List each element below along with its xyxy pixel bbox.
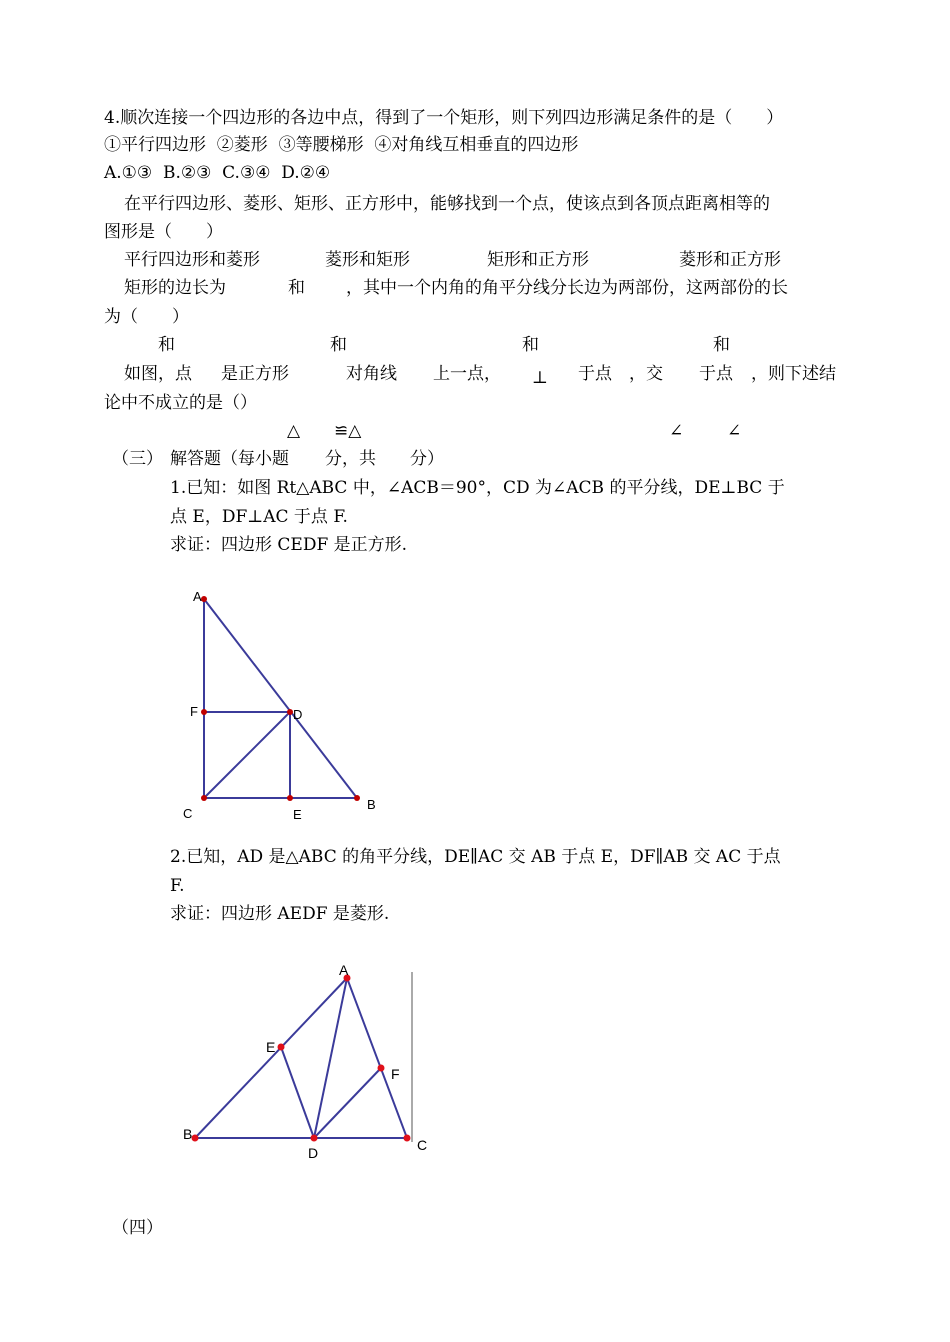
segment-ad xyxy=(314,978,347,1138)
q5-choice-a: 平行四边形和菱形 xyxy=(124,250,260,270)
q6-stem-c: ，其中一个内角的角平分线分长边为两部份，这两部份的长 xyxy=(346,278,788,298)
label-c: C xyxy=(417,1137,428,1153)
label-f: F xyxy=(190,704,198,719)
q7-part2: 是正方形 xyxy=(221,364,289,384)
section4-heading: （四） xyxy=(112,1218,163,1238)
q5-choice-c: 矩形和正方形 xyxy=(487,250,589,270)
q7-choice-a-congruent: ≌△ xyxy=(334,421,362,441)
q6-choice-d: 和 xyxy=(713,335,730,355)
q5-choice-d: 菱形和正方形 xyxy=(679,250,781,270)
q6-choice-a: 和 xyxy=(158,335,175,355)
label-f: F xyxy=(391,1066,400,1082)
problem2-line2: F. xyxy=(170,876,185,896)
q7-part3: 对角线 xyxy=(346,364,397,384)
q6-choice-c: 和 xyxy=(522,335,539,355)
segment-ab xyxy=(195,978,347,1138)
segment-ac xyxy=(347,978,407,1138)
point-f xyxy=(378,1065,385,1072)
q6-choice-b: 和 xyxy=(330,335,347,355)
q4-answers: A.①③ B.②③ C.③④ D.②④ xyxy=(104,163,331,183)
problem1-line1: 1.已知：如图 Rt△ABC 中，∠ACB＝90°，CD 为∠ACB 的平分线，DE⊥BC 于 xyxy=(170,478,785,498)
label-a: A xyxy=(339,962,349,978)
section3-title-end: 分） xyxy=(410,449,444,469)
q5-choice-b: 菱形和矩形 xyxy=(325,250,410,270)
q7-part1: 如图，点 xyxy=(124,364,192,384)
q6-stem-b: 和 xyxy=(288,278,305,298)
q7-part6: 于点 xyxy=(578,364,612,384)
label-b: B xyxy=(183,1126,193,1142)
q6-stem-a: 矩形的边长为 xyxy=(124,278,226,298)
q7-part8: 于点 xyxy=(699,364,733,384)
label-c: C xyxy=(183,806,193,821)
q7-stem-line2: 论中不成立的是（） xyxy=(104,393,257,413)
problem2-line1: 2.已知，AD 是△ABC 的角平分线，DE∥AC 交 AB 于点 E，DF∥AB 交 AC 于点 xyxy=(170,847,781,867)
section3-title: 解答题（每小题 xyxy=(170,449,289,469)
section3-number: （三） xyxy=(112,449,163,469)
label-e: E xyxy=(266,1039,276,1055)
label-e: E xyxy=(293,807,302,822)
label-a: A xyxy=(193,589,202,604)
point-b xyxy=(192,1135,199,1142)
q7-perp-symbol: ⊥ xyxy=(532,368,548,388)
problem1-line2: 点 E，DF⊥AC 于点 F. xyxy=(170,507,348,527)
label-d: D xyxy=(293,707,303,722)
point-e xyxy=(278,1044,285,1051)
point-d xyxy=(311,1135,318,1142)
problem1-line3: 求证：四边形 CEDF 是正方形. xyxy=(170,535,408,555)
q4-options: ①平行四边形 ②菱形 ③等腰梯形 ④对角线互相垂直的四边形 xyxy=(104,135,579,155)
problem2-line3: 求证：四边形 AEDF 是菱形. xyxy=(170,904,390,924)
q7-part7: ，交 xyxy=(629,364,663,384)
q6-stem-line2: 为（ ） xyxy=(104,307,189,327)
q5-stem-line2: 图形是（ ） xyxy=(104,222,223,242)
segment-fd xyxy=(314,1068,381,1138)
label-b: B xyxy=(367,797,376,812)
q7-part4: 上一点， xyxy=(433,364,501,384)
q7-part9: ，则下述结 xyxy=(751,364,836,384)
segment-ed xyxy=(281,1047,314,1138)
label-d: D xyxy=(308,1145,319,1161)
section3-title-mid: 分，共 xyxy=(325,449,376,469)
point-c xyxy=(404,1135,411,1142)
q7-choice-d-angle1: ∠ xyxy=(669,421,684,441)
q7-choice-a-triangle: △ xyxy=(287,421,301,441)
q7-choice-d-angle2: ∠ xyxy=(727,421,742,441)
q4-stem: 4.顺次连接一个四边形的各边中点，得到了一个矩形，则下列四边形满足条件的是（ ） xyxy=(104,108,784,128)
q5-stem-line1: 在平行四边形、菱形、矩形、正方形中，能够找到一个点，使该点到各顶点距离相等的 xyxy=(124,194,770,214)
